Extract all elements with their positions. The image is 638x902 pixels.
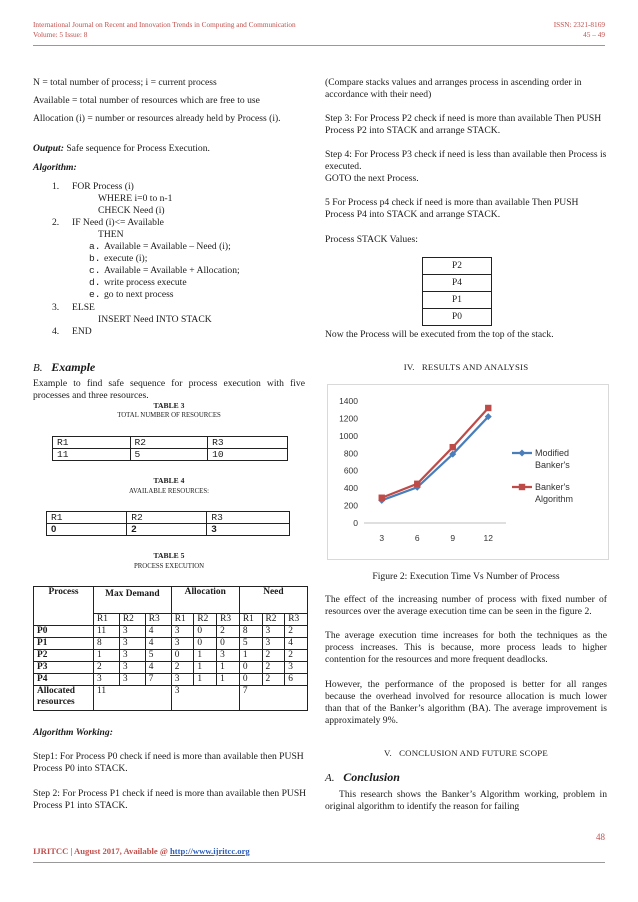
footer-rule [33,862,605,863]
algo-num-3: 3. [52,302,60,313]
table5-value-cell: 3 [171,674,194,686]
algo-sub-b-marker: b. [89,253,101,264]
table4-cell-r1: 0 [47,524,127,536]
para2: The average execution time increases for both the techniques as the process increases. This is because, more process leads to higher contention for the resources and more frequent deadlocks. [325,630,607,665]
x-tick-label: 9 [450,533,456,543]
table4-head-r1: R1 [47,512,127,524]
algo-sub-b: execute (i); [104,253,148,264]
table5-allocated-label: Allocated resources [34,686,94,711]
section4-heading [325,362,607,372]
table5-subhead-cell: R2 [194,614,217,626]
series-line [382,408,489,498]
table4 [46,511,290,536]
page-number: 48 [596,832,605,842]
table4-label: TABLE 4 [153,476,185,485]
table5-subhead-cell: R3 [285,614,308,626]
example-num: B. [33,362,43,374]
table5-value-cell: 0 [194,638,217,650]
y-tick-label: 1400 [339,396,358,406]
table5-value-cell: 2 [285,650,308,662]
conclusion-num: A. [325,772,335,784]
algo-sub-d: write process execute [104,277,187,288]
output-text: Safe sequence for Process Execution. [63,143,210,154]
step4a: Step 4: For Process P3 check if need is less than available then Process is executed. [325,149,607,172]
table5-value-cell: 3 [171,626,194,638]
def-available: Available = total number of resources which are free to use [33,95,260,106]
table5-process-cell: P1 [34,638,94,650]
section5-title: CONCLUSION AND FUTURE SCOPE [399,748,548,758]
algo-line-4: END [72,326,92,337]
table5-process-cell: P2 [34,650,94,662]
table5-value-cell: 4 [285,638,308,650]
algo-line-3: ELSE [72,302,95,313]
def-allocation: Allocation (i) = number or resources already held by Process (i). [33,113,281,124]
compare-note: (Compare stacks values and arranges process in ascending order in accordance with their need) [325,77,582,100]
table5-value-cell: 6 [285,674,308,686]
example-intro: Example to find safe sequence for process execution with five processes and three resources. [33,378,305,401]
stack-cell: P0 [423,309,492,326]
y-tick-label: 400 [343,483,358,494]
section4-num: IV. [403,362,415,372]
algo-sub-a: Available = Available – Need (i); [104,241,231,252]
table5-value-cell: 2 [262,650,285,662]
table5-allocated-max: 11 [94,686,172,711]
table5-value-cell: 3 [119,674,145,686]
algo-line-2: IF Need (i)<= Available [72,217,164,228]
table5-value-cell: 8 [239,626,262,638]
table5-row [34,650,308,662]
table5-subhead-cell: R1 [94,614,120,626]
step1: Step1: For Process P0 check if need is more than available then PUSH Process P0 into STACK. [33,751,304,774]
algo-line-1: FOR Process (i) [72,181,134,192]
table5-value-cell: 0 [217,638,240,650]
algo-sub-c: Available = Available + Allocation; [104,265,240,276]
table4-head-r3: R3 [207,512,290,524]
table5-head-process: Process [34,587,94,626]
stack-heading: Process STACK Values: [325,234,418,245]
table5-value-cell: 3 [217,650,240,662]
table3-cell-r2: 5 [130,449,208,461]
table3-cell-r1: 11 [53,449,131,461]
table5-value-cell: 2 [285,626,308,638]
table5-value-cell: 5 [145,650,171,662]
footer-text: IJRITCC | August 2017, Available @ [33,846,170,856]
footer-left [33,846,250,856]
table4-cell-r3: 3 [207,524,290,536]
example-title: Example [51,360,96,374]
table5-head-allocation: Allocation [171,587,239,614]
data-point [485,405,491,411]
table4-head-r2: R2 [127,512,207,524]
table5 [33,586,308,711]
table4-caption: AVAILABLE RESOURCES: [128,488,209,495]
output-line [33,143,305,155]
section5-heading [325,748,607,758]
series-line [382,417,489,501]
conclusion-heading [325,770,400,785]
algo-line-2a: THEN [98,229,124,240]
figure-caption: Figure 2: Execution Time Vs Number of Process [372,571,560,582]
working-heading: Algorithm Working: [33,727,113,738]
table5-process-cell: P0 [34,626,94,638]
table5-subhead-cell: R1 [171,614,194,626]
output-label: Output: [33,143,64,154]
table5-subhead-cell: R3 [145,614,171,626]
legend-label: Banker's [535,482,570,492]
stack-cell: P1 [423,292,492,309]
legend-marker [519,484,525,490]
table5-value-cell: 3 [119,650,145,662]
algo-sub-e: go to next process [104,289,174,300]
table5-value-cell: 5 [239,638,262,650]
legend-marker [519,450,526,457]
table5-value-cell: 3 [119,662,145,674]
header-rule [33,45,605,46]
table5-value-cell: 3 [94,674,120,686]
algo-sub-d-marker: d. [89,277,101,288]
def-n: N = total number of process; i = current process [33,77,217,88]
table5-value-cell: 0 [239,674,262,686]
table5-value-cell: 1 [194,650,217,662]
algo-num-1: 1. [52,181,60,192]
table3-caption: TOTAL NUMBER OF RESOURCES [117,412,221,419]
table5-value-cell: 7 [145,674,171,686]
table5-value-cell: 2 [262,662,285,674]
y-tick-label: 600 [343,465,358,476]
table5-subhead-cell: R1 [239,614,262,626]
table5-subhead-cell: R2 [262,614,285,626]
table5-value-cell: 1 [217,662,240,674]
table5-allocated-alloc: 3 [171,686,239,711]
data-point [414,481,420,487]
volume-issue: Volume: 5 Issue: 8 [33,30,88,39]
algo-num-4: 4. [52,326,60,337]
table5-value-cell: 2 [262,674,285,686]
table3-label: TABLE 3 [153,401,185,410]
table5-row [34,662,308,674]
table5-row [34,674,308,686]
journal-title: International Journal on Recent and Innovation Trends in Computing and Communication [33,20,296,29]
data-point [450,444,456,450]
conclusion-title: Conclusion [343,770,400,784]
x-tick-label: 6 [414,533,420,543]
algorithm-heading: Algorithm: [33,162,77,173]
algo-sub-e-marker: e. [89,289,101,300]
table5-value-cell: 3 [119,626,145,638]
table3-head-r2: R2 [130,437,208,449]
data-point [379,495,385,501]
table5-value-cell: 3 [285,662,308,674]
table5-value-cell: 4 [145,626,171,638]
example-heading [33,360,95,375]
table5-value-cell: 0 [194,626,217,638]
y-tick-label: 1000 [339,430,358,441]
x-tick-label: 12 [483,533,493,543]
x-tick-label: 3 [379,533,385,543]
y-tick-label: 0 [353,518,358,528]
step2: Step 2: For Process P1 check if need is more than available then PUSH Process P1 into STACK. [33,788,307,811]
stack-cell: P4 [423,275,492,292]
table5-value-cell: 2 [94,662,120,674]
legend-label: Modified [535,448,570,458]
algo-sub-c-marker: c. [89,265,101,276]
table5-value-cell: 4 [145,662,171,674]
table4-cell-r2: 2 [127,524,207,536]
chart-frame [327,384,609,560]
stack-note: Now the Process will be executed from the top of the stack. [325,329,554,340]
section4-title: RESULTS AND ANALYSIS [421,362,529,372]
table5-row [34,626,308,638]
table5-value-cell: 3 [119,638,145,650]
table5-process-cell: P3 [34,662,94,674]
table5-allocated-need: 7 [239,686,307,711]
table5-head-max: Max Demand [94,587,172,614]
table5-value-cell: 2 [217,626,240,638]
algo-sub-a-marker: a. [89,241,101,252]
step4b: GOTO the next Process. [325,173,419,184]
execution-time-chart [328,385,608,559]
para1: The effect of the increasing number of process with fixed number of resources over the average execution time can be seen in the figure 2. [325,594,607,617]
table5-caption: PROCESS EXECUTION [133,563,205,570]
algo-line-3a: INSERT Need INTO STACK [98,314,212,325]
algo-num-2: 2. [52,217,60,228]
table5-value-cell: 11 [94,626,120,638]
step5: 5 For Process p4 check if need is more than available Then PUSH Process P4 into STACK and arrange STACK. [325,197,579,220]
table5-value-cell: 3 [262,638,285,650]
table5-value-cell: 3 [262,626,285,638]
y-tick-label: 200 [343,500,358,511]
table5-head-need: Need [239,587,307,614]
table3-head-r1: R1 [53,437,131,449]
table5-value-cell: 4 [145,638,171,650]
page-range: 45 – 49 [583,30,605,39]
table5-value-cell: 0 [171,650,194,662]
issn: ISSN: 2321-8169 [553,20,605,29]
algo-line-1a: WHERE i=0 to n-1 [98,193,173,204]
conclusion-text: This research shows the Banker’s Algorithm working, problem in original algorithm to identify the reason for failing [325,789,607,812]
table5-value-cell: 0 [239,662,262,674]
table5-value-cell: 1 [239,650,262,662]
table5-value-cell: 1 [217,674,240,686]
table5-value-cell: 3 [171,638,194,650]
table3-cell-r3: 10 [208,449,288,461]
table5-value-cell: 1 [194,674,217,686]
section5-num: V. [384,748,392,758]
table5-subhead-cell: R3 [217,614,240,626]
algo-line-1b: CHECK Need (i) [98,205,165,216]
y-tick-label: 800 [343,448,358,459]
step3: Step 3: For Process P2 check if need is more than available Then PUSH Process P2 into STACK and arrange STACK. [325,113,602,136]
footer-link[interactable]: http://www.ijritcc.org [169,846,250,856]
y-tick-label: 1200 [339,413,358,424]
table5-process-cell: P4 [34,674,94,686]
para3: However, the performance of the proposed is better for all ranges because the overhead involved for resource allocation is much lower than that of the Banker’s algorithm (BA). The average improvement is approximately 9%. [325,679,607,726]
legend-label: Algorithm [535,494,574,504]
table5-row [34,638,308,650]
table5-value-cell: 8 [94,638,120,650]
table3-head-r3: R3 [208,437,288,449]
table5-subhead-cell: R2 [119,614,145,626]
table5-value-cell: 1 [94,650,120,662]
legend-label: Banker's [535,460,570,470]
table5-value-cell: 1 [194,662,217,674]
stack-cell: P2 [423,258,492,275]
table5-value-cell: 2 [171,662,194,674]
table3 [52,436,288,461]
stack-table [422,257,492,326]
table5-label: TABLE 5 [153,551,185,560]
